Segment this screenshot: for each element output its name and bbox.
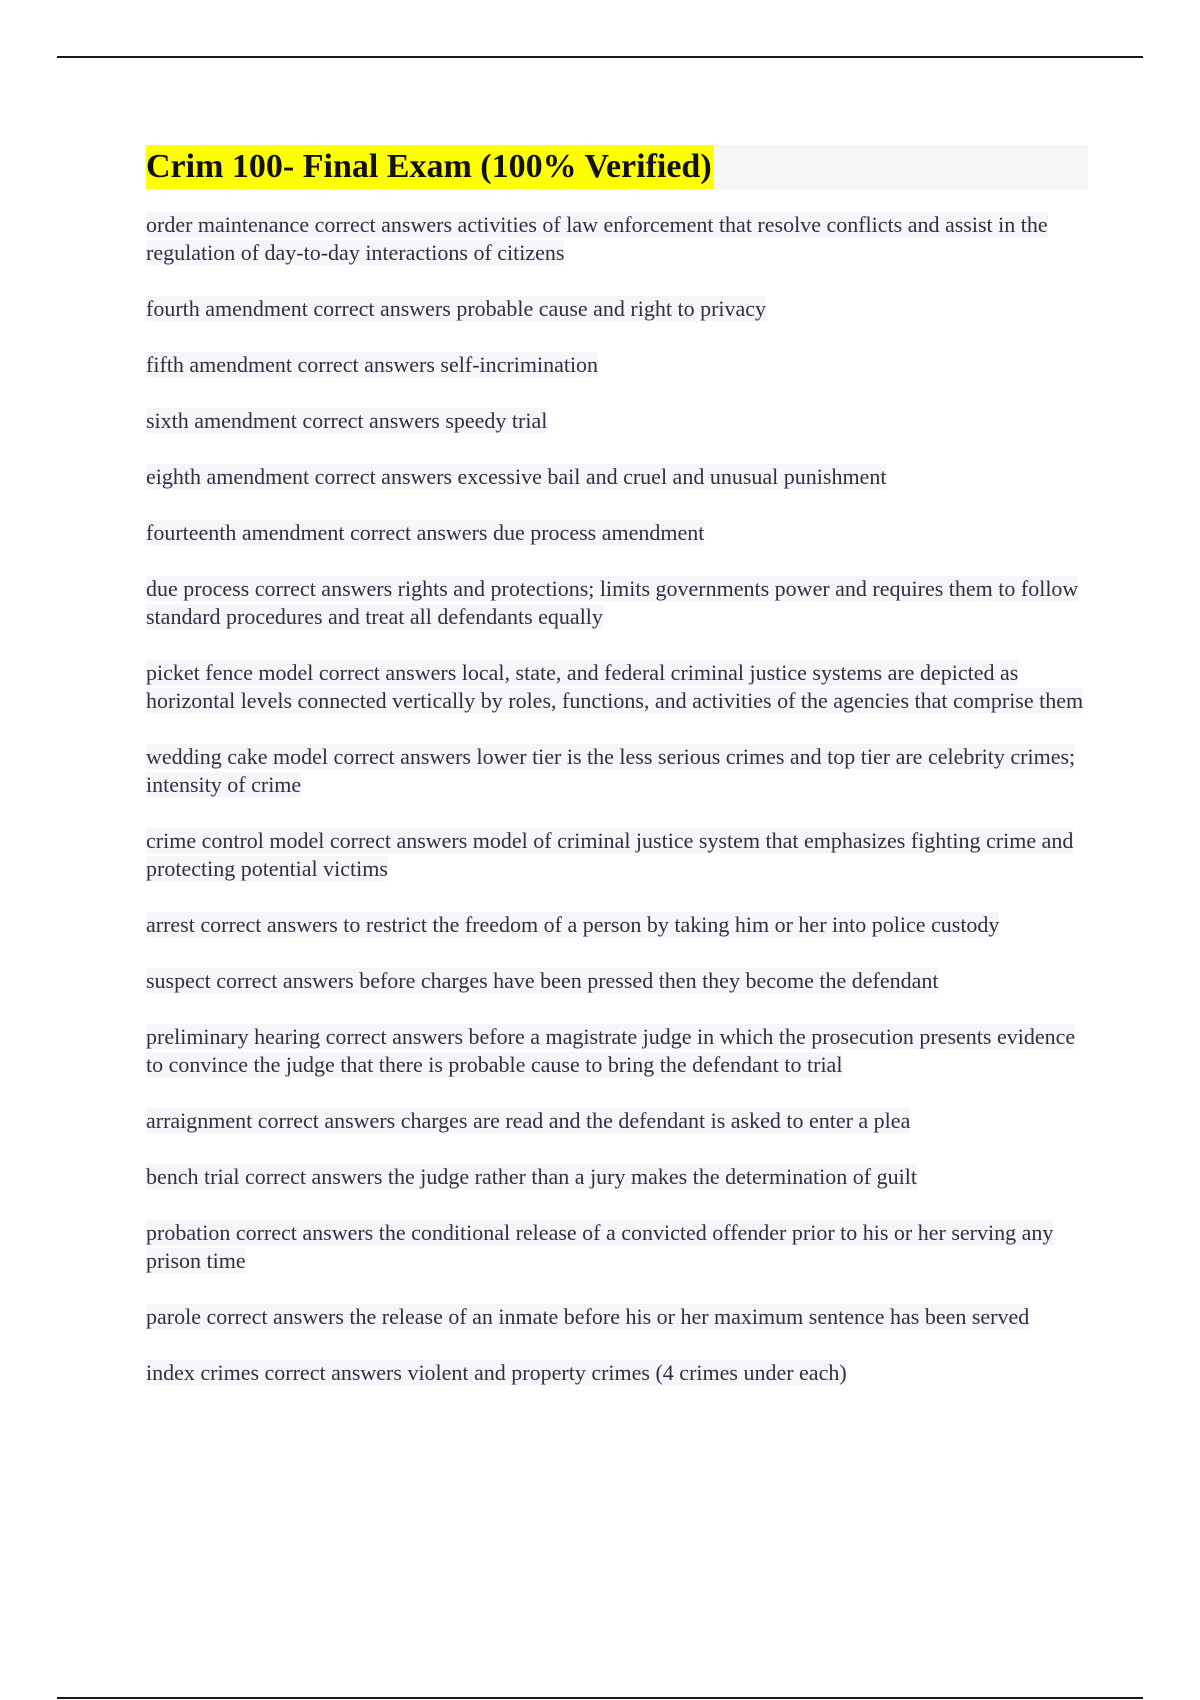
qa-entry-arraignment <box>146 1107 1088 1135</box>
qa-entry-text: crime control model correct answers model of criminal justice system that emphasizes fighting crime and protecting potential victims <box>146 828 1074 881</box>
title-row <box>146 145 1088 189</box>
qa-entry-text: preliminary hearing correct answers before a magistrate judge in which the prosecution presents evidence to convince the judge that there is probable cause to bring the defendant to trial <box>146 1024 1076 1077</box>
qa-entry-text: suspect correct answers before charges have been pressed then they become the defendant <box>146 968 939 993</box>
document-body <box>146 145 1088 1415</box>
qa-entry-fourth-amendment <box>146 295 1088 323</box>
qa-entry-bench-trial <box>146 1163 1088 1191</box>
qa-entry-text: arrest correct answers to restrict the freedom of a person by taking him or her into police custody <box>146 912 1000 937</box>
document-title: Crim 100- Final Exam (100% Verified) <box>146 145 714 189</box>
qa-entry-text: due process correct answers rights and protections; limits governments power and requires them to follow standard procedures and treat all defendants equally <box>146 576 1079 629</box>
qa-entry-suspect <box>146 967 1088 995</box>
qa-entry-text: picket fence model correct answers local, state, and federal criminal justice systems are depicted as horizontal levels connected vertically by roles, functions, and activities of the agencies that comprise them <box>146 660 1084 713</box>
qa-entry-fourteenth-amendment <box>146 519 1088 547</box>
top-rule <box>57 56 1143 58</box>
qa-entry-text: bench trial correct answers the judge rather than a jury makes the determination of guilt <box>146 1164 917 1189</box>
qa-entry-crime-control-model <box>146 827 1088 883</box>
qa-entry-text: index crimes correct answers violent and property crimes (4 crimes under each) <box>146 1360 847 1385</box>
qa-entry-text: arraignment correct answers charges are read and the defendant is asked to enter a plea <box>146 1108 911 1133</box>
qa-entry-eighth-amendment <box>146 463 1088 491</box>
qa-entry-text: sixth amendment correct answers speedy trial <box>146 408 548 433</box>
qa-entry-text: probation correct answers the conditional release of a convicted offender prior to his or her serving any prison time <box>146 1220 1054 1273</box>
qa-entry-text: order maintenance correct answers activities of law enforcement that resolve conflicts and assist in the regulation of day-to-day interactions of citizens <box>146 212 1048 265</box>
bottom-rule <box>57 1697 1143 1699</box>
qa-entry-text: parole correct answers the release of an inmate before his or her maximum sentence has been served <box>146 1304 1030 1329</box>
qa-list <box>146 211 1088 1387</box>
qa-entry-text: wedding cake model correct answers lower tier is the less serious crimes and top tier are celebrity crimes; intensity of crime <box>146 744 1076 797</box>
qa-entry-wedding-cake-model <box>146 743 1088 799</box>
qa-entry-index-crimes <box>146 1359 1088 1387</box>
qa-entry-probation <box>146 1219 1088 1275</box>
qa-entry-due-process <box>146 575 1088 631</box>
qa-entry-text: eighth amendment correct answers excessive bail and cruel and unusual punishment <box>146 464 887 489</box>
qa-entry-text: fourteenth amendment correct answers due process amendment <box>146 520 705 545</box>
qa-entry-parole <box>146 1303 1088 1331</box>
qa-entry-text: fifth amendment correct answers self-incrimination <box>146 352 599 377</box>
qa-entry-picket-fence-model <box>146 659 1088 715</box>
qa-entry-arrest <box>146 911 1088 939</box>
qa-entry-text: fourth amendment correct answers probable cause and right to privacy <box>146 296 767 321</box>
qa-entry-order-maintenance <box>146 211 1088 267</box>
qa-entry-fifth-amendment <box>146 351 1088 379</box>
qa-entry-sixth-amendment <box>146 407 1088 435</box>
qa-entry-preliminary-hearing <box>146 1023 1088 1079</box>
